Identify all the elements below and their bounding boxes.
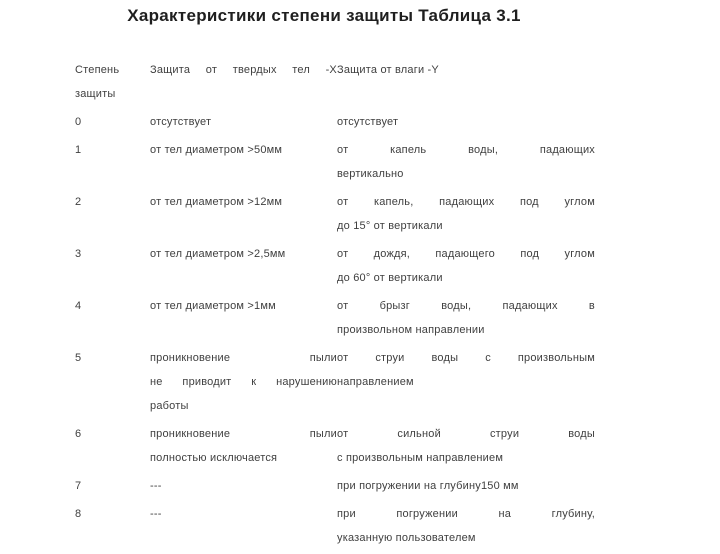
cell-solids	[150, 58, 337, 106]
text-line: от тел диаметром >50мм	[150, 144, 283, 156]
table-row	[75, 190, 595, 238]
text-line: 4	[75, 300, 82, 312]
table-row	[75, 422, 595, 470]
text-line: отсутствует	[150, 116, 212, 128]
text-line: от тел диаметром >12мм	[150, 196, 283, 208]
text-line: 6	[75, 428, 82, 440]
text-line: 2	[75, 196, 82, 208]
text-line: при погружении на глубину,	[337, 508, 595, 520]
text-line: при погружении на глубину150 мм	[337, 480, 519, 492]
cell-moisture	[337, 138, 595, 186]
table-header-row	[75, 58, 595, 106]
table-row	[75, 110, 595, 134]
cell-solids	[150, 242, 337, 290]
text-line: 1	[75, 144, 82, 156]
table-row	[75, 502, 595, 550]
text-line: произвольном направлении	[337, 324, 485, 336]
text-line: указанную пользователем	[337, 532, 476, 544]
text-line: 7	[75, 480, 82, 492]
table-row	[75, 294, 595, 342]
cell-moisture	[337, 242, 595, 290]
text-line: работы	[150, 400, 189, 412]
table-row	[75, 138, 595, 186]
cell-degree	[75, 58, 150, 106]
text-line: направлением	[337, 376, 414, 388]
text-line: проникновение пыли	[150, 352, 337, 364]
cell-moisture	[337, 190, 595, 238]
cell-solids	[150, 138, 337, 186]
text-line: отсутствует	[337, 116, 399, 128]
cell-solids	[150, 190, 337, 238]
text-line: от тел диаметром >1мм	[150, 300, 276, 312]
text-line: ---	[150, 508, 162, 520]
text-line: 8	[75, 508, 82, 520]
cell-moisture	[337, 294, 595, 342]
cell-degree	[75, 242, 150, 290]
text-line: от капель, падающих под углом	[337, 196, 595, 208]
text-line: ---	[150, 480, 162, 492]
text-line: Степень	[75, 64, 120, 76]
text-line: полностью исключается	[150, 452, 278, 464]
table-row	[75, 474, 595, 498]
text-line: от сильной струи воды	[337, 428, 595, 440]
text-line: защиты	[75, 88, 116, 100]
cell-solids	[150, 346, 337, 418]
cell-moisture	[337, 502, 595, 550]
cell-moisture	[337, 110, 595, 134]
text-line: до 60° от вертикали	[337, 272, 443, 284]
table-row	[75, 346, 595, 418]
text-line: проникновение пыли	[150, 428, 337, 440]
cell-solids	[150, 502, 337, 550]
text-line: 3	[75, 248, 82, 260]
cell-degree	[75, 138, 150, 186]
cell-degree	[75, 190, 150, 238]
cell-moisture	[337, 346, 595, 418]
text-line: не приводит к нарушению	[150, 376, 337, 388]
text-line: 5	[75, 352, 82, 364]
text-line: от брызг воды, падающих в	[337, 300, 595, 312]
cell-degree	[75, 294, 150, 342]
cell-solids	[150, 294, 337, 342]
table-row	[75, 242, 595, 290]
text-line: от дождя, падающего под углом	[337, 248, 595, 260]
cell-moisture	[337, 422, 595, 470]
cell-degree	[75, 110, 150, 134]
cell-degree	[75, 346, 150, 418]
page-title: Характеристики степени защиты Таблица 3.1	[127, 6, 521, 25]
cell-solids	[150, 110, 337, 134]
text-line: 0	[75, 116, 82, 128]
cell-degree	[75, 422, 150, 470]
protection-table	[75, 58, 595, 554]
cell-degree	[75, 474, 150, 498]
text-line: от струи воды с произвольным	[337, 352, 595, 364]
text-line: от капель воды, падающих	[337, 144, 595, 156]
text-line: Защита от влаги -Y	[337, 64, 439, 76]
cell-solids	[150, 422, 337, 470]
text-line: с произвольным направлением	[337, 452, 504, 464]
cell-moisture	[337, 474, 595, 498]
text-line: вертикально	[337, 168, 404, 180]
text-line: от тел диаметром >2,5мм	[150, 248, 286, 260]
cell-moisture	[337, 58, 595, 106]
cell-solids	[150, 474, 337, 498]
text-line: до 15° от вертикали	[337, 220, 443, 232]
text-line: Защита от твердых тел -X	[150, 64, 337, 76]
cell-degree	[75, 502, 150, 550]
